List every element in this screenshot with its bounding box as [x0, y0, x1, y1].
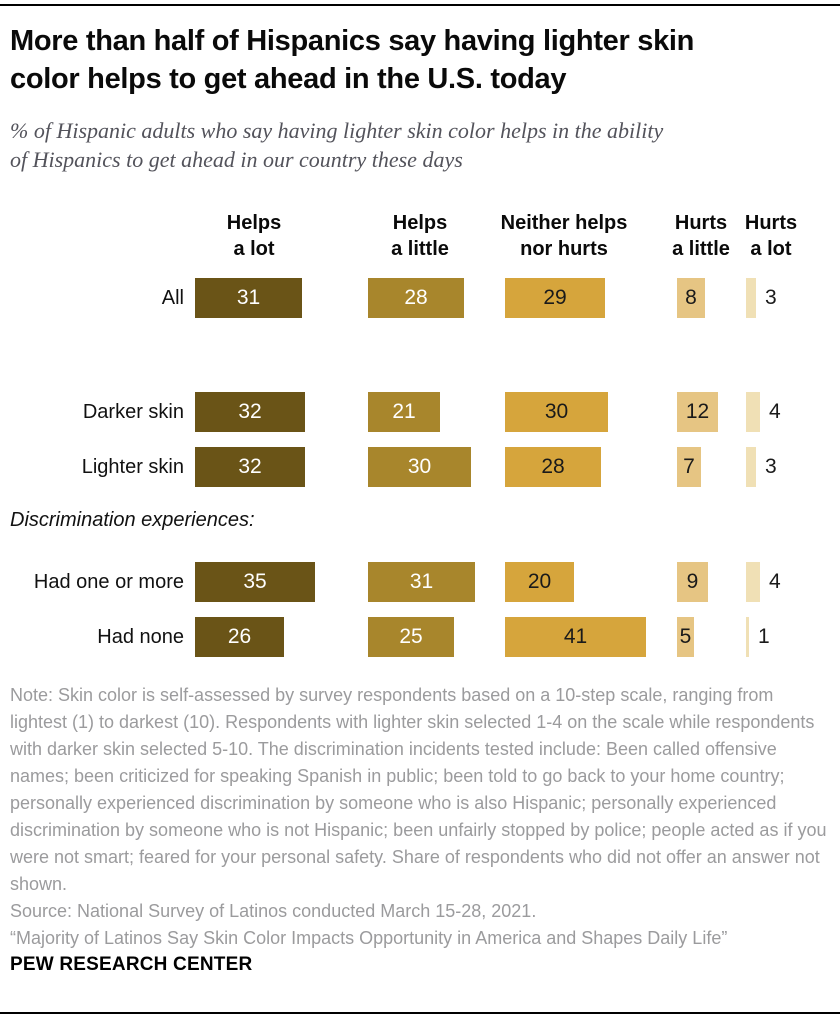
page-title: [10, 22, 694, 98]
bar-value: 4: [769, 570, 781, 593]
bar-value: 21: [392, 400, 416, 423]
bar-value: 28: [541, 455, 565, 478]
bar-value: 25: [399, 625, 423, 648]
bar-value: 20: [527, 570, 552, 593]
row-label: Darker skin: [82, 401, 184, 423]
bar-value: 29: [543, 286, 567, 309]
column-header-hurts-a-lot: Hurts a lot: [744, 212, 798, 260]
column-header-helps-a-lot: Helps a lot: [226, 212, 282, 260]
bar-value: 9: [686, 570, 699, 593]
footnotes: [10, 682, 832, 952]
note-text: Note: Skin color is self-assessed by survey respondents based on a 10-step scale, ranging from lightest (1) to darkest (10). Respondents with lighter skin selected 1-4 on the scale while respondents with darker skin selected 5-10. The discrimination incidents tested include: Been called offensive names; been criticized for speaking Spanish in public; been told to go back to your home country; personally experienced discrimination by someone who is also Hispanic; personally experienced discrimination by someone who is not Hispanic; been unfairly stopped by police; people acted as if you were not smart; feared for your personal safety. Share of respondents who did not offer an answer not shown.: [10, 685, 827, 894]
bar-value: 7: [683, 455, 695, 478]
top-rule: [0, 4, 840, 6]
bar-value: 30: [407, 455, 432, 478]
bar: [746, 562, 760, 602]
column-header-hurts-a-little: Hurts a little: [672, 212, 730, 260]
bar-value: 32: [238, 455, 262, 478]
source-text: Source: National Survey of Latinos conducted March 15-28, 2021.: [10, 901, 537, 921]
bar-value: 31: [409, 570, 434, 593]
bar-value: 30: [544, 400, 569, 423]
bar-value: 26: [227, 625, 252, 648]
page-title-line2: color helps to get ahead in the U.S. today: [10, 63, 567, 95]
quote-text: “Majority of Latinos Say Skin Color Impacts Opportunity in America and Shapes Daily Life”: [10, 928, 728, 948]
bar-value: 28: [404, 286, 428, 309]
page-subtitle: [10, 116, 663, 174]
row-label: Had none: [97, 626, 184, 648]
row-label: Had one or more: [33, 571, 184, 593]
footer-brand: PEW RESEARCH CENTER: [10, 954, 253, 975]
page-title-line1: More than half of Hispanics say having lighter skin: [10, 25, 695, 57]
column-header-helps-a-little: Helps a little: [391, 212, 449, 260]
bar-value: 35: [243, 570, 267, 593]
bar-value: 31: [236, 286, 261, 309]
bar-chart: [0, 200, 840, 678]
bar: [746, 617, 749, 657]
bar-value: 41: [563, 625, 588, 648]
bottom-rule: [0, 1012, 840, 1014]
row-label: Lighter skin: [81, 456, 184, 478]
page-subtitle-line1: % of Hispanic adults who say having lighter skin color helps in the ability: [10, 118, 664, 143]
bar-value: 12: [685, 400, 710, 423]
bar: [746, 447, 756, 487]
bar: [746, 278, 756, 318]
section-label-discrimination-experiences: Discrimination experiences:: [10, 509, 255, 531]
bar-value: 8: [685, 286, 697, 309]
bar-value: 5: [679, 625, 692, 648]
row-label: All: [161, 287, 184, 309]
bar: [746, 392, 760, 432]
page-subtitle-line2: of Hispanics to get ahead in our country these days: [10, 147, 463, 172]
bar-value: 1: [758, 625, 770, 648]
column-header-neither-helps-nor-hurts: Neither helps nor hurts: [500, 212, 628, 260]
bar-value: 4: [769, 400, 781, 423]
bar-value: 3: [765, 455, 777, 478]
bar-value: 3: [765, 286, 777, 309]
bar-value: 32: [238, 400, 262, 423]
